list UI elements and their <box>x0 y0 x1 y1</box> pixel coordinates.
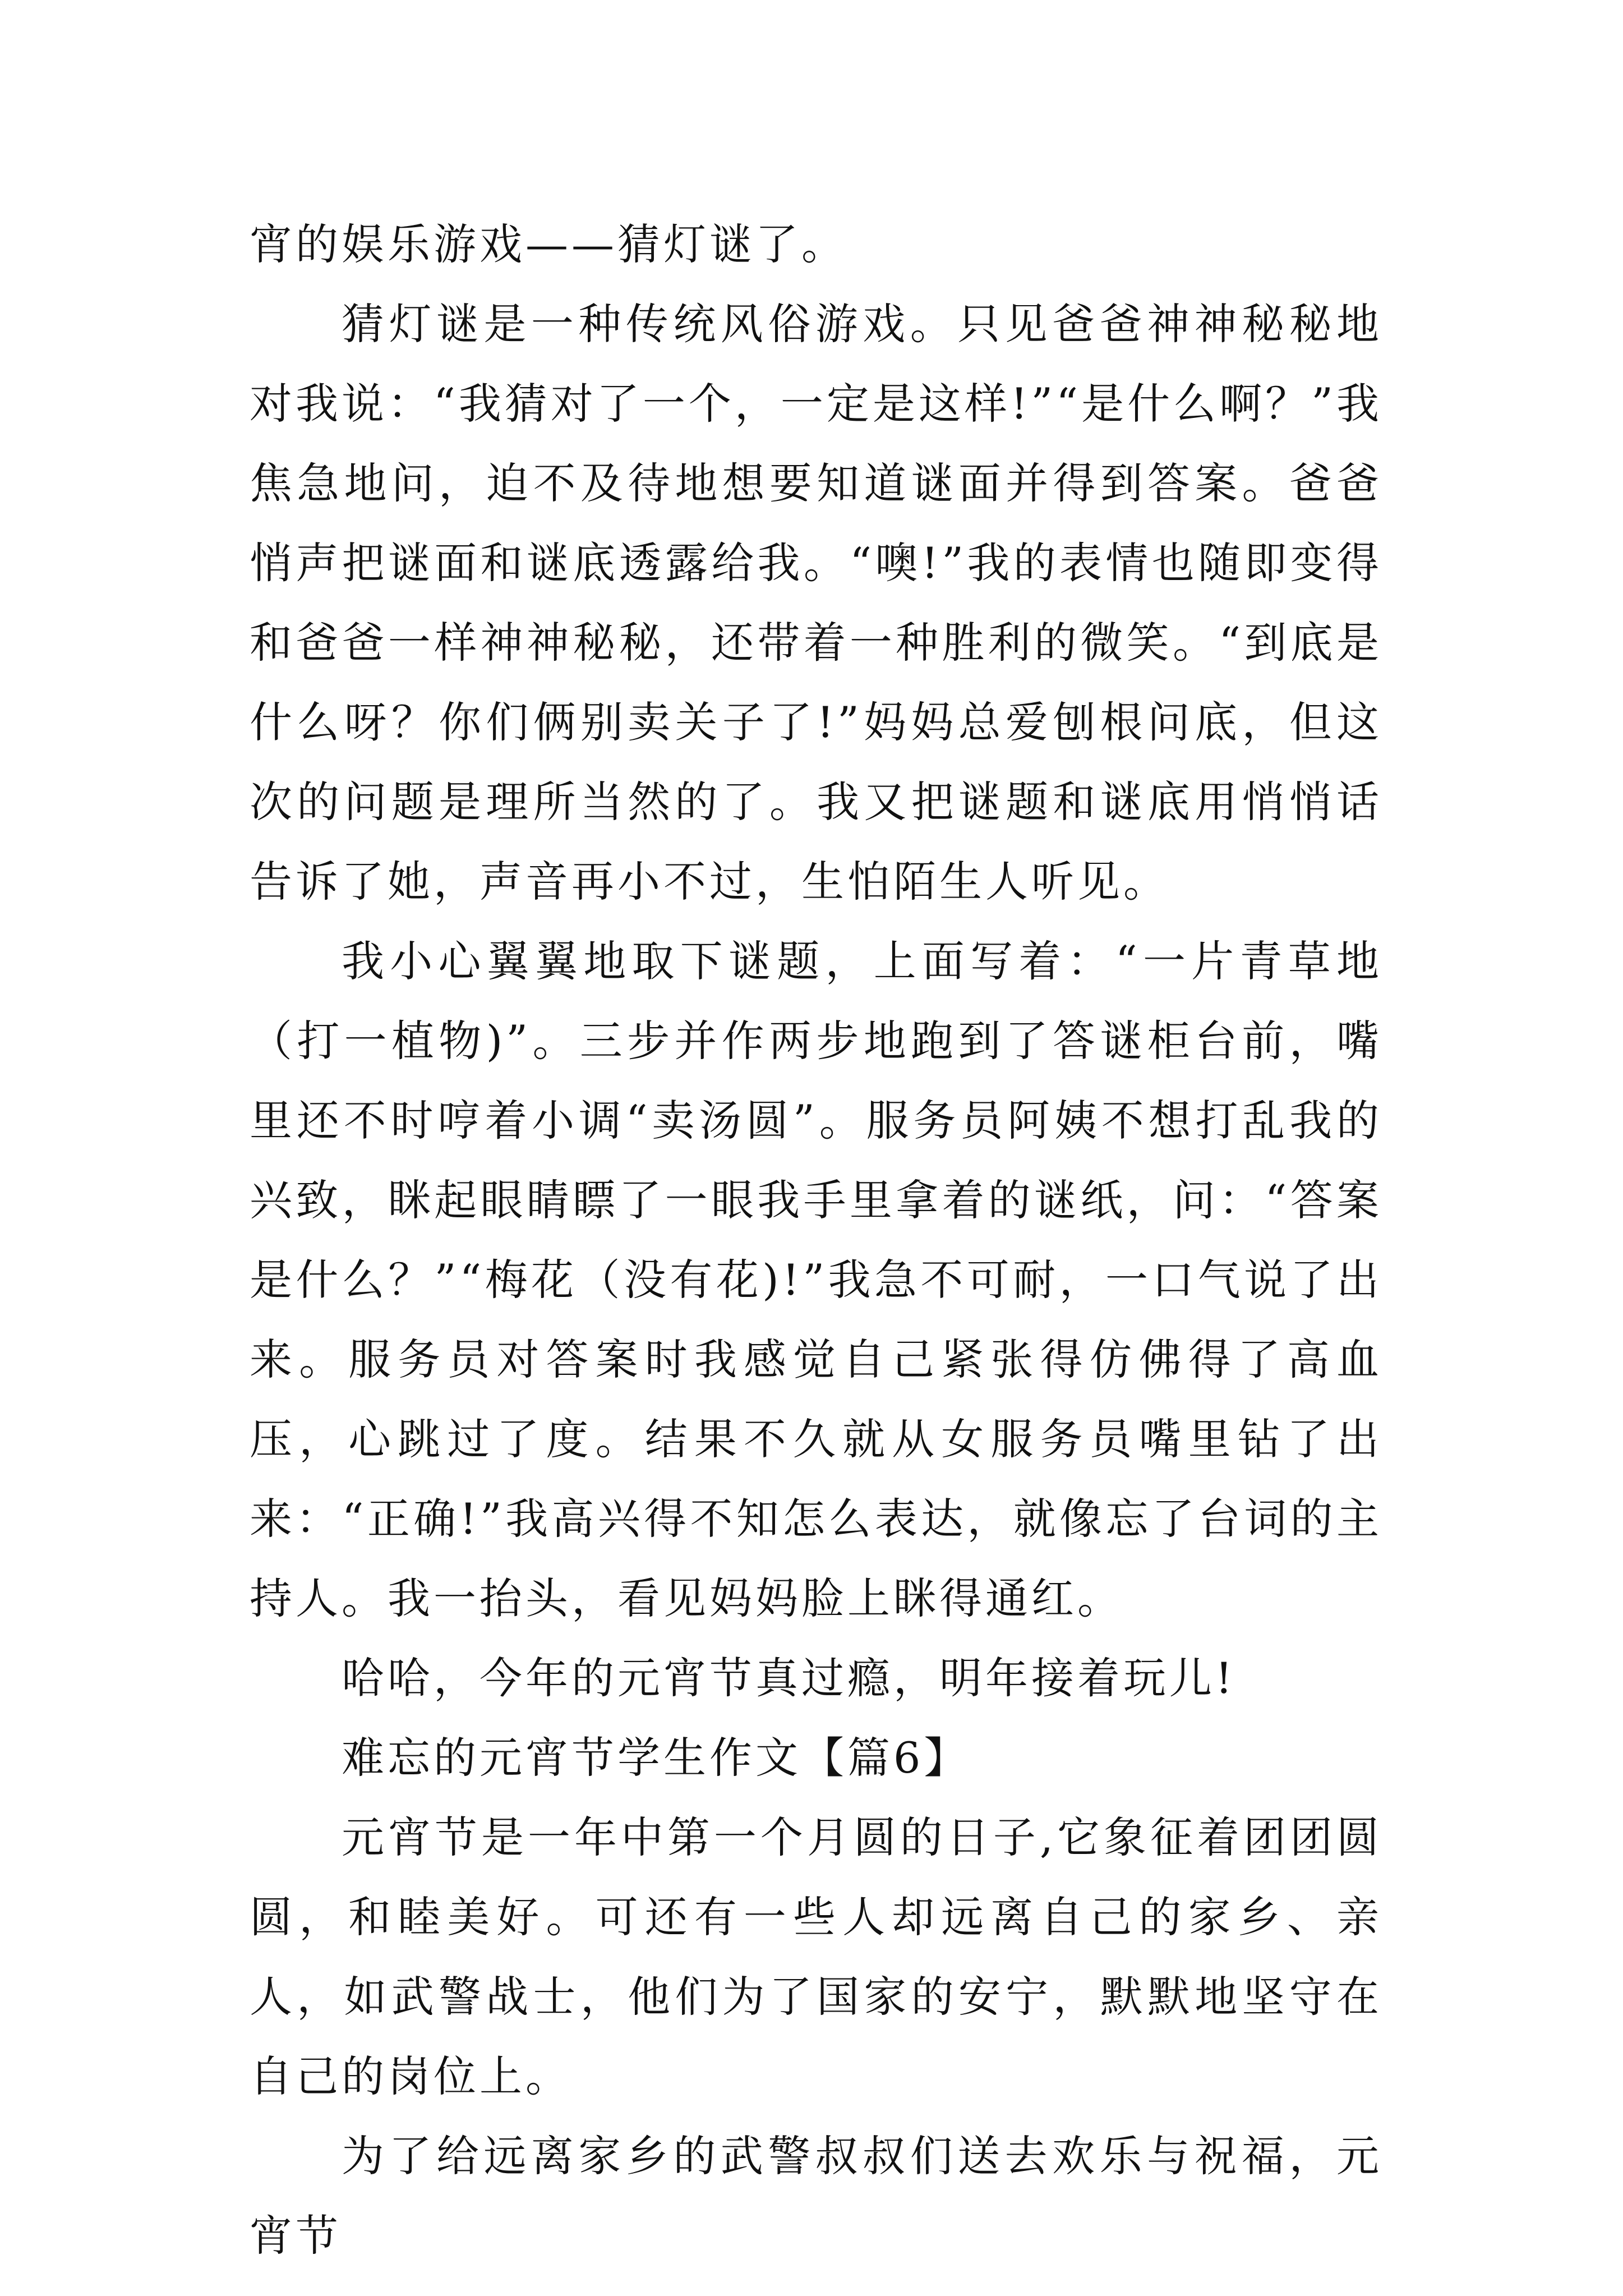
paragraph-conclusion: 哈哈，今年的元宵节真过瘾，明年接着玩儿! <box>342 1653 1236 1703</box>
paragraph-police-blessing: 为了给远离家乡的武警叔叔们送去欢乐与祝福，元宵节 <box>250 2131 1382 2261</box>
paragraph-continuation: 宵的娱乐游戏——猜灯谜了。 <box>250 219 847 269</box>
paragraph-lantern-festival: 元宵节是一年中第一个月圆的日子,它象征着团团圆圆，和睦美好。可还有一些人却远离自己的家乡、亲人，如武警战士，他们为了国家的安宁，默默地坚守在自己的岗位上。 <box>250 1812 1382 2101</box>
paragraph-answer-riddle: 我小心翼翼地取下谜题，上面写着：“一片青草地（打一植物)”。三步并作两步地跑到了答谜柜台前，嘴里还不时哼着小调“卖汤圆”。服务员阿姨不想打乱我的兴致，眯起眼睛瞟了一眼我手里拿着的谜纸，问：“答案是什么？”“梅花（没有花)!”我急不可耐，一口气说了出来。服务员对答案时我感觉自己紧张得仿佛得了高血压，心跳过了度。结果不久就从女服务员嘴里钻了出来：“正确!”我高兴得不知怎么表达，就像忘了台词的主持人。我一抬头，看见妈妈脸上眯得通红。 <box>250 936 1382 1623</box>
paragraph-lantern-riddle: 猜灯谜是一种传统风俗游戏。只见爸爸神神秘秘地对我说：“我猜对了一个，一定是这样!”“是什么啊？”我焦急地问，迫不及待地想要知道谜面并得到答案。爸爸悄声把谜面和谜底透露给我。“噢!”我的表情也随即变得和爸爸一样神神秘秘，还带着一种胜利的微笑。“到底是什么呀？你们俩别卖关子了!”妈妈总爱刨根问底，但这次的问题是理所当然的了。我又把谜题和谜底用悄悄话告诉了她，声音再小不过，生怕陌生人听见。 <box>250 299 1382 907</box>
document-body <box>250 205 1382 2276</box>
section-heading: 难忘的元宵节学生作文【篇6】 <box>342 1733 970 1783</box>
